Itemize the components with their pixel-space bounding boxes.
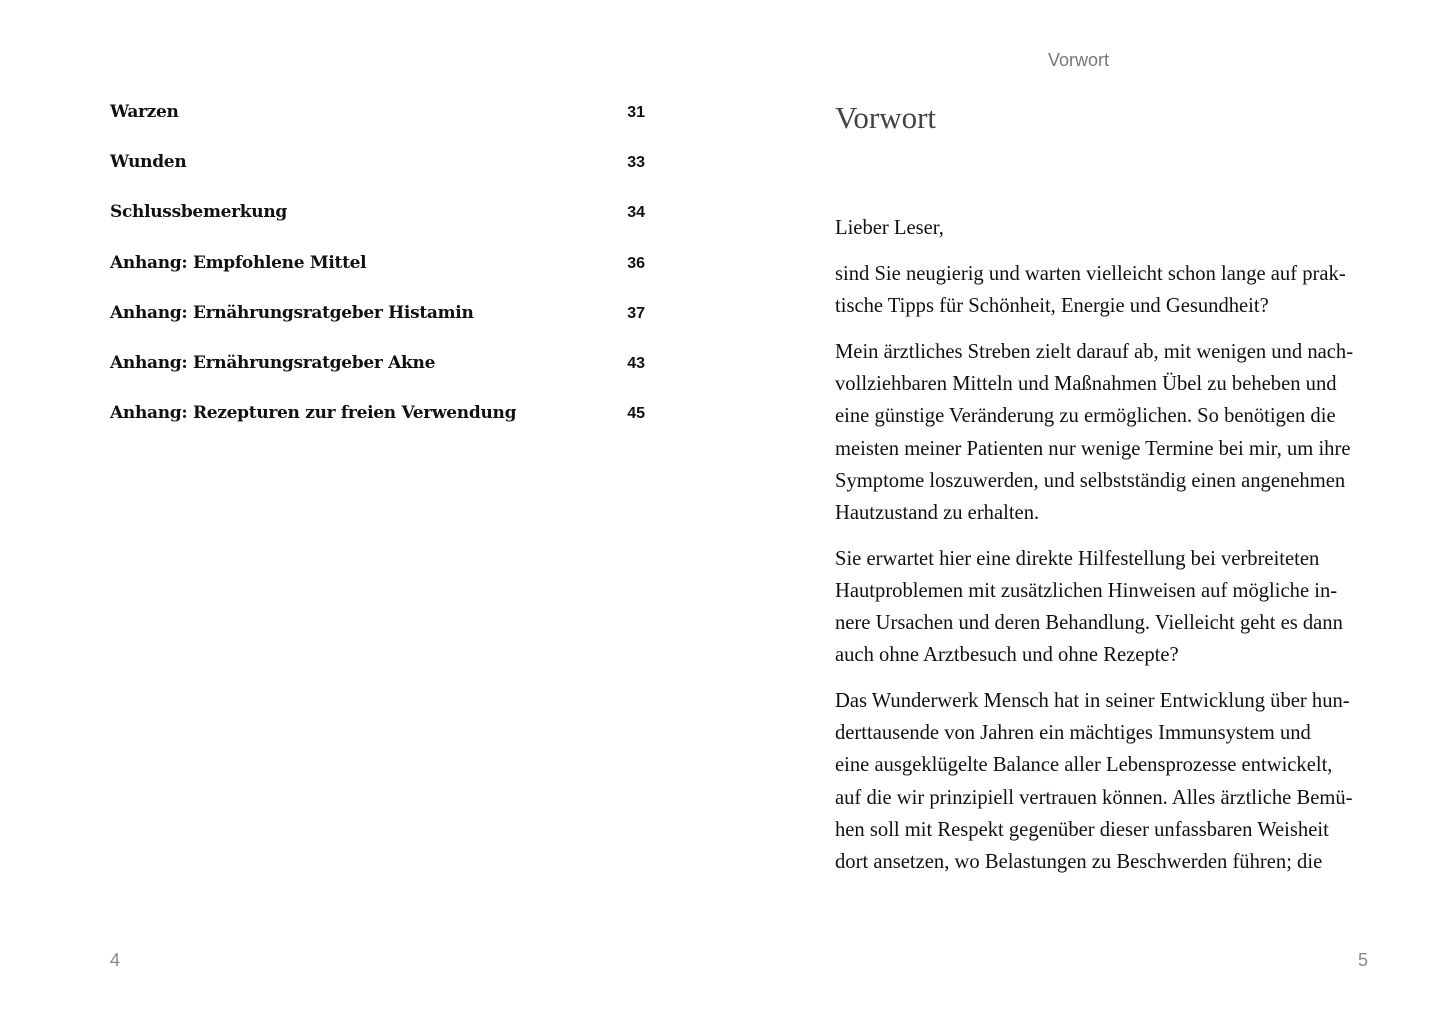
- text-line: auf die wir prinzipiell vertrauen können. Alles ärztliche Bemü-: [835, 786, 1353, 809]
- toc-entry-title: Schlussbemerkung: [110, 202, 287, 223]
- toc-entry-title: Anhang: Empfohlene Mittel: [110, 252, 367, 273]
- toc-entry-title: Wunden: [110, 152, 187, 173]
- page-number-right: 5: [1358, 950, 1369, 970]
- toc-entry-page: 43: [627, 354, 645, 372]
- text-line: eine ausgeklügelte Balance aller Lebensprozesse entwickelt,: [835, 754, 1333, 777]
- text-line: Sie erwartet hier eine direkte Hilfestellung bei verbreiteten: [835, 547, 1320, 570]
- running-head: Vorwort: [1048, 50, 1110, 70]
- text-line: tische Tipps für Schönheit, Energie und Gesundheit?: [835, 295, 1269, 318]
- paragraph: [835, 258, 1375, 322]
- toc-entry[interactable]: [110, 351, 645, 401]
- right-page: [722, 0, 1445, 1020]
- text-line: meisten meiner Patienten nur wenige Termine bei mir, um ihre: [835, 437, 1351, 460]
- text-line: Das Wunderwerk Mensch hat in seiner Entwicklung über hun-: [835, 690, 1350, 713]
- toc-entry-title: Warzen: [110, 102, 179, 122]
- text-line: Mein ärztliches Streben zielt darauf ab, mit wenigen und nach-: [835, 341, 1354, 364]
- text-line: Lieber Leser,: [835, 217, 944, 239]
- toc-entry[interactable]: [110, 401, 645, 451]
- paragraph: [835, 543, 1375, 671]
- text-line: auch ohne Arztbesuch und ohne Rezepte?: [835, 644, 1179, 667]
- toc-entry[interactable]: [110, 200, 645, 250]
- text-line: derttausende von Jahren ein mächtiges Immunsystem und: [835, 722, 1311, 745]
- left-page: [0, 0, 722, 1020]
- page-number-left: 4: [110, 950, 121, 970]
- toc-entry-title: Anhang: Ernährungsratgeber Histamin: [110, 302, 474, 323]
- paragraph: [835, 685, 1375, 878]
- paragraph: [835, 336, 1375, 529]
- text-line: dort ansetzen, wo Belastungen zu Beschwerden führen; die: [835, 850, 1323, 873]
- toc-entry-title: Anhang: Ernährungsratgeber Akne: [110, 352, 436, 373]
- toc-entry-page: 34: [627, 204, 645, 222]
- table-of-contents: [110, 100, 645, 451]
- toc-entry[interactable]: [110, 100, 645, 150]
- body-text: [835, 212, 1375, 892]
- chapter-title: Vorwort: [835, 100, 937, 135]
- toc-entry[interactable]: [110, 150, 645, 200]
- text-line: Hautzustand zu erhalten.: [835, 501, 1040, 524]
- text-line: eine günstige Veränderung zu ermöglichen. So benötigen die: [835, 405, 1336, 428]
- text-line: vollziehbaren Mitteln und Maßnahmen Übel zu beheben und: [835, 373, 1337, 396]
- text-line: sind Sie neugierig und warten vielleicht schon lange auf prak-: [835, 263, 1346, 286]
- toc-entry-page: 36: [627, 254, 645, 272]
- paragraph: [835, 212, 1375, 244]
- toc-entry-page: 33: [627, 154, 645, 172]
- toc-entry[interactable]: [110, 251, 645, 301]
- text-line: Hautproblemen mit zusätzlichen Hinweisen auf mögliche in-: [835, 579, 1338, 602]
- toc-entry-page: 45: [627, 405, 645, 423]
- toc-entry-page: 37: [627, 304, 645, 322]
- text-line: Symptome loszuwerden, und selbstständig einen angenehmen: [835, 469, 1346, 492]
- toc-entry-title: Anhang: Rezepturen zur freien Verwendung: [110, 403, 517, 424]
- text-line: hen soll mit Respekt gegenüber dieser unfassbaren Weisheit: [835, 818, 1329, 841]
- toc-entry-page: 31: [627, 104, 645, 121]
- toc-entry[interactable]: [110, 301, 645, 351]
- text-line: nere Ursachen und deren Behandlung. Vielleicht geht es dann: [835, 612, 1343, 635]
